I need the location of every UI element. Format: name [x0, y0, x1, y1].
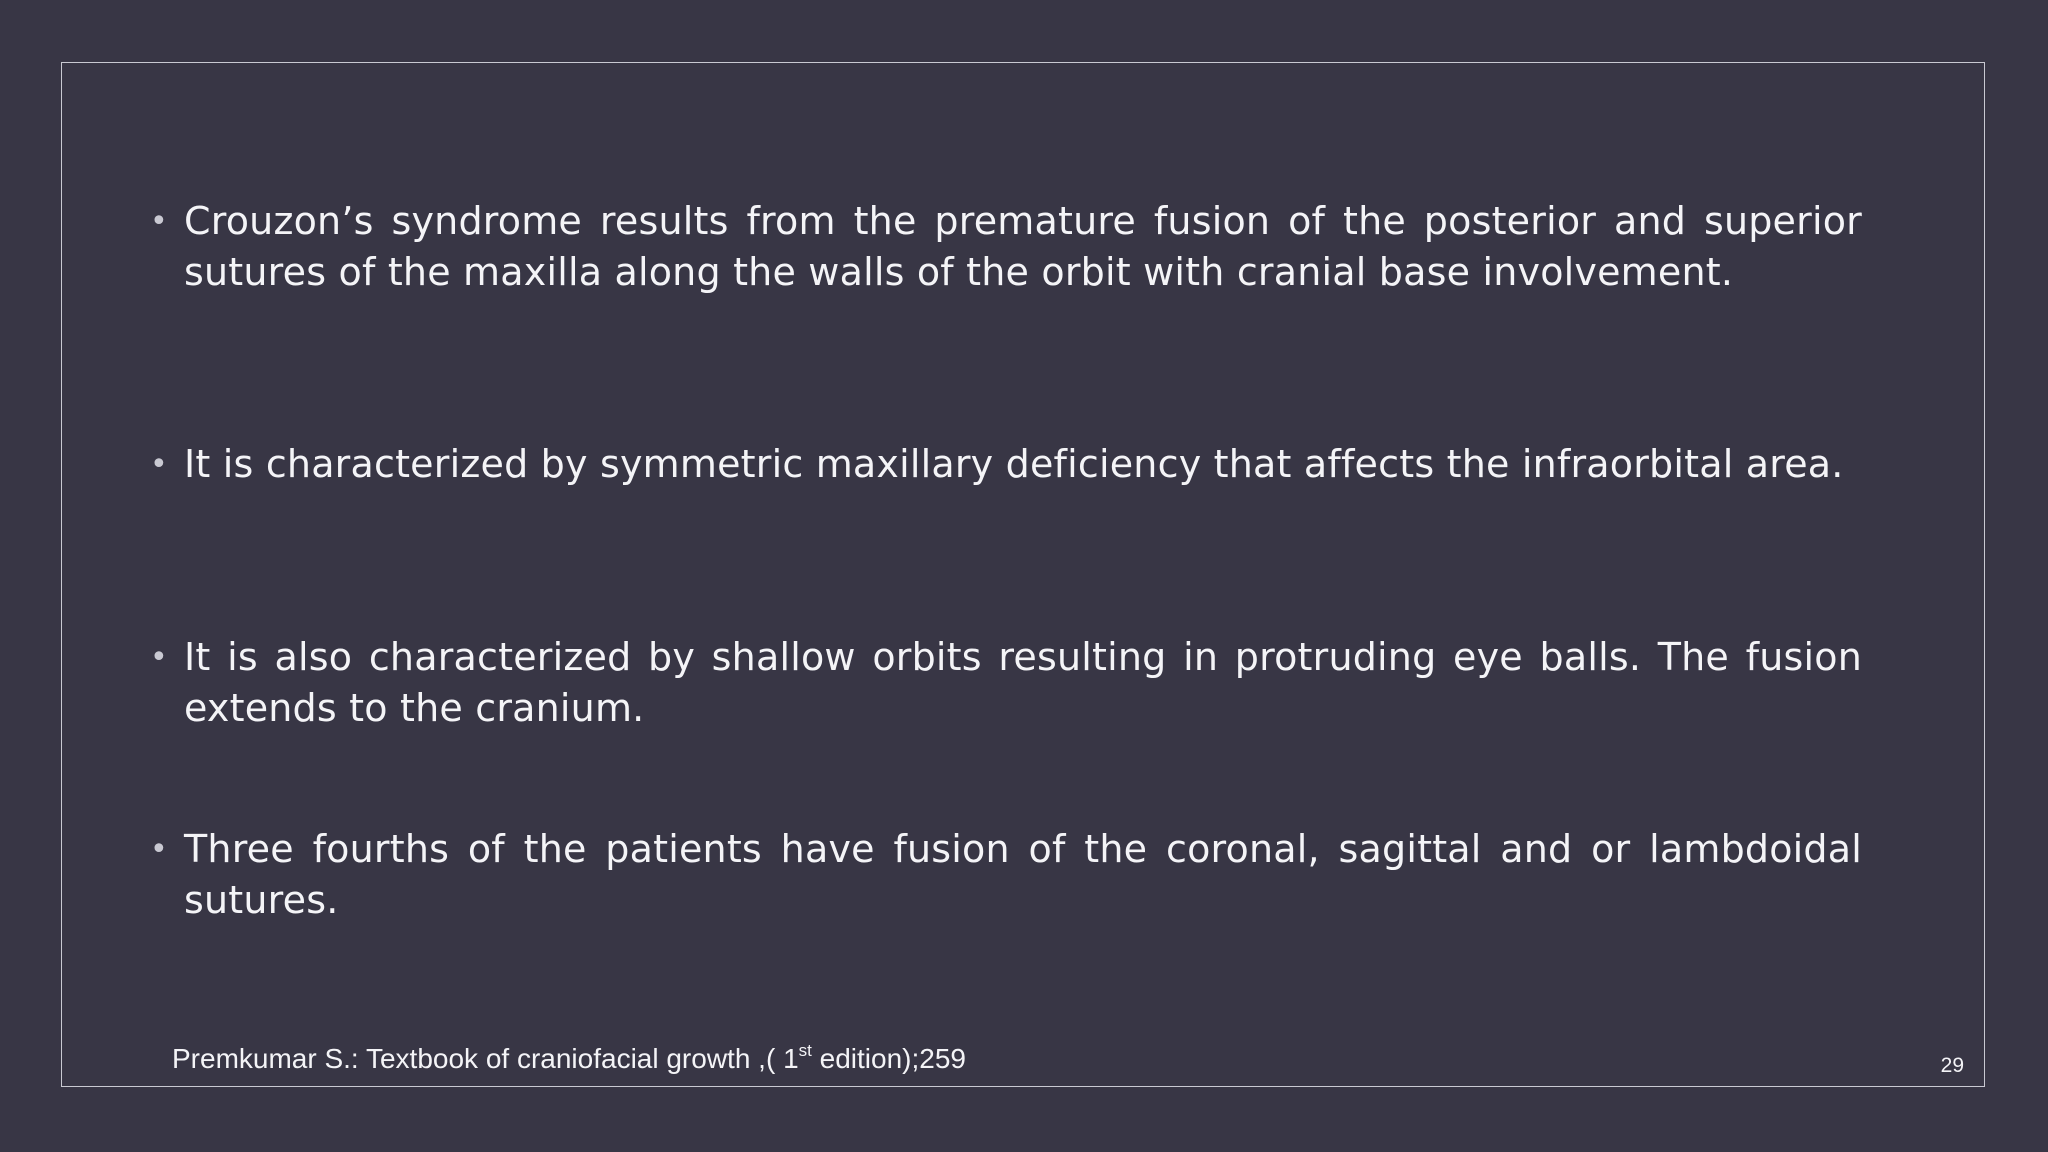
bullet-icon: •: [150, 447, 168, 482]
citation-superscript: st: [798, 1041, 812, 1060]
bullet-item: [150, 439, 1862, 490]
bullet-text: It is also characterized by shallow orbits resulting in protruding eye balls. The fusion extends to the cranium.: [184, 635, 1862, 730]
bullet-item: [150, 196, 1862, 298]
bullet-text: It is characterized by symmetric maxillary deficiency that affects the infraorbital area.: [184, 442, 1844, 486]
bullet-text: Crouzon’s syndrome results from the premature fusion of the posterior and superior sutures of the maxilla along the walls of the orbit with cranial base involvement.: [184, 199, 1862, 294]
citation-edition: edition);259: [811, 1043, 966, 1074]
bullet-icon: •: [150, 204, 168, 239]
citation-text: Premkumar S.: Textbook of craniofacial growth ,( 1: [172, 1043, 799, 1074]
page-number: 29: [1940, 1054, 1964, 1077]
bullet-item: [150, 632, 1862, 734]
bullet-item: [150, 824, 1862, 926]
bullet-text: Three fourths of the patients have fusion of the coronal, sagittal and or lambdoidal sutures.: [184, 827, 1862, 922]
bullet-icon: •: [150, 640, 168, 675]
citation: [172, 1042, 966, 1076]
bullet-icon: •: [150, 832, 168, 867]
